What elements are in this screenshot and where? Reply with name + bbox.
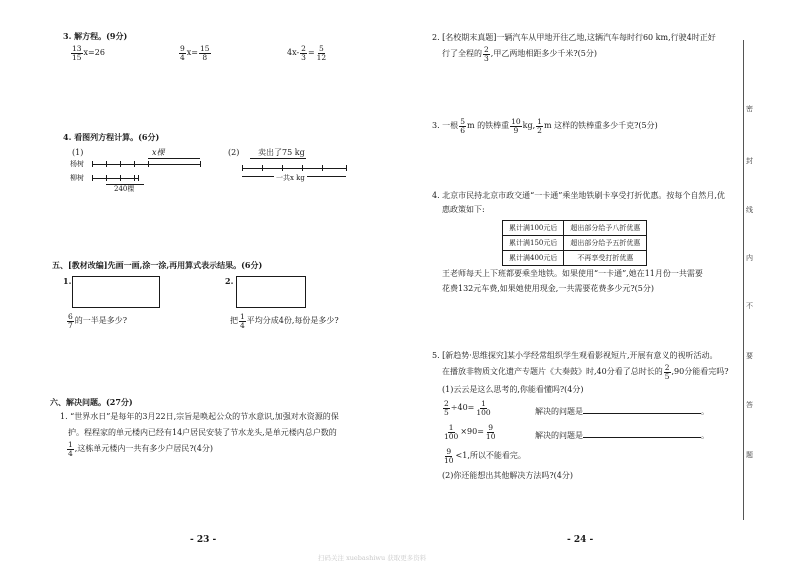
diagram-2-top-label: 卖出了75 kg <box>258 148 305 157</box>
problem-6-1-line1: 1. “世界水日”是每年的3月22日,宗旨是唤起公众的节水意识,加强对水资源的保 <box>60 412 339 421</box>
q4-title: 4. 看图列方程计算。(6分) <box>63 132 160 142</box>
page-number-left: - 23 - <box>190 535 217 545</box>
r-q4-after2: 花费132元车费,如果她使用现金,一共需要花费多少元?(5分) <box>442 284 654 293</box>
diagram-1-bottom-label: 240棵 <box>114 185 135 193</box>
equation-1: $\frac{13}{15}$ x=26 <box>72 44 105 62</box>
section-6-title: 六、解决问题。(27分) <box>50 397 133 407</box>
r-q2-line2: 行了全程的 $\frac{2}{3}$ ,甲乙两地相距多少千米?(5分) <box>442 45 597 63</box>
calc-line-1: $\frac{2}{5}$ ÷40= $\frac{1}{100}$ <box>444 399 491 417</box>
r-q4-after1: 王老师每天上下班都要乘坐地铁。如果使用“一卡通”,她在11月份一共需要 <box>442 269 703 278</box>
diagram-1-row2-label: 柳树 <box>70 174 84 182</box>
diagram-1-x-label: x棵 <box>152 148 165 157</box>
explain-2: 解决的问题是 。 <box>535 431 709 440</box>
table-row: 累计满150元后 超出部分给予五折优惠 <box>503 236 647 251</box>
calc-line-3: $\frac{9}{10}$ <1,所以不能看完。 <box>444 447 526 465</box>
equation-2: $\frac{9}{4}$ x= $\frac{15}{8}$ <box>180 44 210 62</box>
r-q2-line1: 2. [名校期末真题]一辆汽车从甲地开往乙地,这辆汽车每时行60 km,行驶4时正好 <box>432 33 716 42</box>
footer-watermark: 扫码关注 xuebashiwu 获取更多资料 <box>318 554 427 562</box>
r-q3-text: 3. 一根 $\frac{5}{6}$ m 的铁棒重 $\frac{10}{9}$ kg, $\frac{1}{2}$ m 这样的铁棒重多少千克?(5分) <box>432 117 658 135</box>
table-row: 累计满100元后 超出部分给予八折优惠 <box>503 221 647 236</box>
r-q4-line1: 4. 北京市民持北京市政交通“一卡通”乘坐地铁刷卡享受打折优惠。按每个自然月,优 <box>432 191 725 200</box>
drawing-box-1[interactable] <box>72 276 160 308</box>
discount-table <box>502 220 647 266</box>
answer-blank-2[interactable] <box>583 430 701 438</box>
equation-3: 4x- $\frac{2}{3}$ = $\frac{5}{12}$ <box>287 44 327 62</box>
problem-6-1-line2: 护。程程家的单元楼内已经有14户居民安装了节水龙头,是单元楼内总户数的 <box>68 428 337 437</box>
answer-blank-1[interactable] <box>583 406 701 414</box>
diagram-1-row1-label: 杨树 <box>70 160 84 168</box>
section-5-title: 五、[教材改编]先画一画,涂一涂,再用算式表示结果。(6分) <box>52 260 263 270</box>
explain-1: 解决的问题是 。 <box>535 407 709 416</box>
page-number-right: - 24 - <box>567 535 594 545</box>
q3-title: 3. 解方程。(9分) <box>63 31 128 41</box>
drawing-box-2[interactable] <box>236 276 306 308</box>
calc-line-2: $\frac{1}{100}$ ×90= $\frac{9}{10}$ <box>444 423 496 441</box>
problem-6-1-line3: $\frac{1}{4}$ ,这栋单元楼内一共有多少户居民?(4分) <box>68 440 213 458</box>
r-q5-sub1: (1)云云是这么思考的,你能看懂吗?(4分) <box>442 385 584 394</box>
r-q4-line2: 惠政策如下: <box>442 205 485 214</box>
r-q5-line1: 5. [新趋势·思维探究]某小学经常组织学生观看影视短片,开展有意义的视听活动。 <box>432 351 718 360</box>
diagram-2-bottom-label: 一共x kg <box>276 174 305 182</box>
r-q5-line2: 在播放非物质文化遗产专题片《大奏鼓》时,40分看了总时长的 $\frac{2}{5}$ ,90分能看完吗? <box>442 363 729 381</box>
table-row: 累计满400元后 不再享受打折优惠 <box>503 251 647 266</box>
r-q5-sub2: (2)你还能想出其他解决方法吗?(4分) <box>442 471 573 480</box>
problem-5-2-text: 把 $\frac{1}{4}$ 平均分成4份,每份是多少? <box>230 312 339 330</box>
problem-5-1-text: $\frac{6}{7}$ 的一半是多少? <box>68 312 128 330</box>
